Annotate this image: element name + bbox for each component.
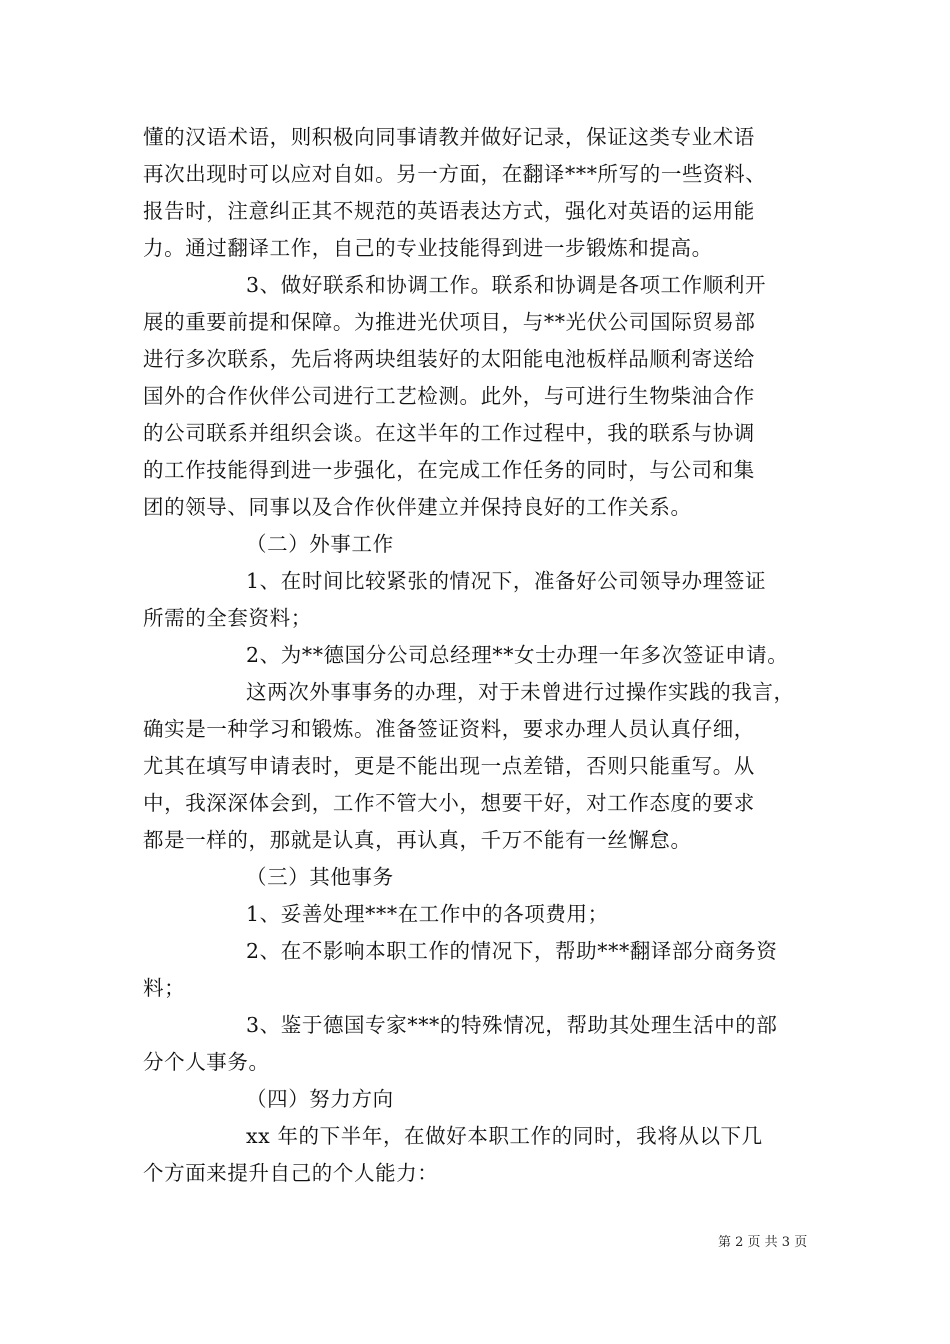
body-text-line: 料； bbox=[143, 976, 186, 1000]
list-item: 1、在时间比较紧张的情况下，准备好公司领导办理签证 bbox=[246, 569, 767, 593]
body-text-line: 确实是一种学习和锻炼。准备签证资料，要求办理人员认真仔细， bbox=[143, 717, 755, 741]
body-text-line: 所需的全套资料； bbox=[143, 606, 312, 630]
body-text-line: 分个人事务。 bbox=[143, 1050, 270, 1074]
body-text-line: 进行多次联系，先后将两块组装好的太阳能电池板样品顺利寄送给 bbox=[143, 347, 755, 371]
section-heading: （四）努力方向 bbox=[246, 1087, 394, 1111]
paragraph-start: 这两次外事事务的办理，对于未曾进行过操作实践的我言， bbox=[246, 680, 795, 704]
body-text-line: 报告时，注意纠正其不规范的英语表达方式，强化对英语的运用能 bbox=[143, 199, 755, 223]
body-text-line: 中，我深深体会到，工作不管大小，想要干好，对工作态度的要求 bbox=[143, 791, 755, 815]
item-heading: 3、做好联系和协调工作。联系和协调是各项工作顺利开 bbox=[246, 273, 767, 297]
body-text-line: 都是一样的，那就是认真，再认真，千万不能有一丝懈怠。 bbox=[143, 828, 692, 852]
body-text-line: 团的领导、同事以及合作伙伴建立并保持良好的工作关系。 bbox=[143, 495, 692, 519]
body-text-line: 展的重要前提和保障。为推进光伏项目，与**光伏公司国际贸易部 bbox=[143, 310, 756, 334]
body-text-line: 的工作技能得到进一步强化，在完成工作任务的同时，与公司和集 bbox=[143, 458, 755, 482]
section-heading: （二）外事工作 bbox=[246, 532, 394, 556]
body-text-line: 尤其在填写申请表时，更是不能出现一点差错，否则只能重写。从 bbox=[143, 754, 755, 778]
section-heading: （三）其他事务 bbox=[246, 865, 394, 889]
body-text-line: 国外的合作伙伴公司进行工艺检测。此外，与可进行生物柴油合作 bbox=[143, 384, 755, 408]
body-text-line: 个方面来提升自己的个人能力： bbox=[143, 1161, 439, 1185]
list-item: 1、妥善处理***在工作中的各项费用； bbox=[246, 902, 609, 926]
page-number-footer: 第 2 页 共 3 页 bbox=[718, 1235, 808, 1250]
list-item: 3、鉴于德国专家***的特殊情况，帮助其处理生活中的部 bbox=[246, 1013, 778, 1037]
list-item: 2、在不影响本职工作的情况下，帮助***翻译部分商务资 bbox=[246, 939, 778, 963]
paragraph-start: xx 年的下半年，在做好本职工作的同时，我将从以下几 bbox=[246, 1124, 763, 1148]
body-text-line: 力。通过翻译工作，自己的专业技能得到进一步锻炼和提高。 bbox=[143, 236, 713, 260]
body-text-line: 再次出现时可以应对自如。另一方面，在翻译***所写的一些资料、 bbox=[143, 162, 767, 186]
list-item: 2、为**德国分公司总经理**女士办理一年多次签证申请。 bbox=[246, 643, 789, 667]
body-text-line: 的公司联系并组织会谈。在这半年的工作过程中，我的联系与协调 bbox=[143, 421, 755, 445]
body-text-line: 懂的汉语术语，则积极向同事请教并做好记录，保证这类专业术语 bbox=[143, 125, 755, 149]
